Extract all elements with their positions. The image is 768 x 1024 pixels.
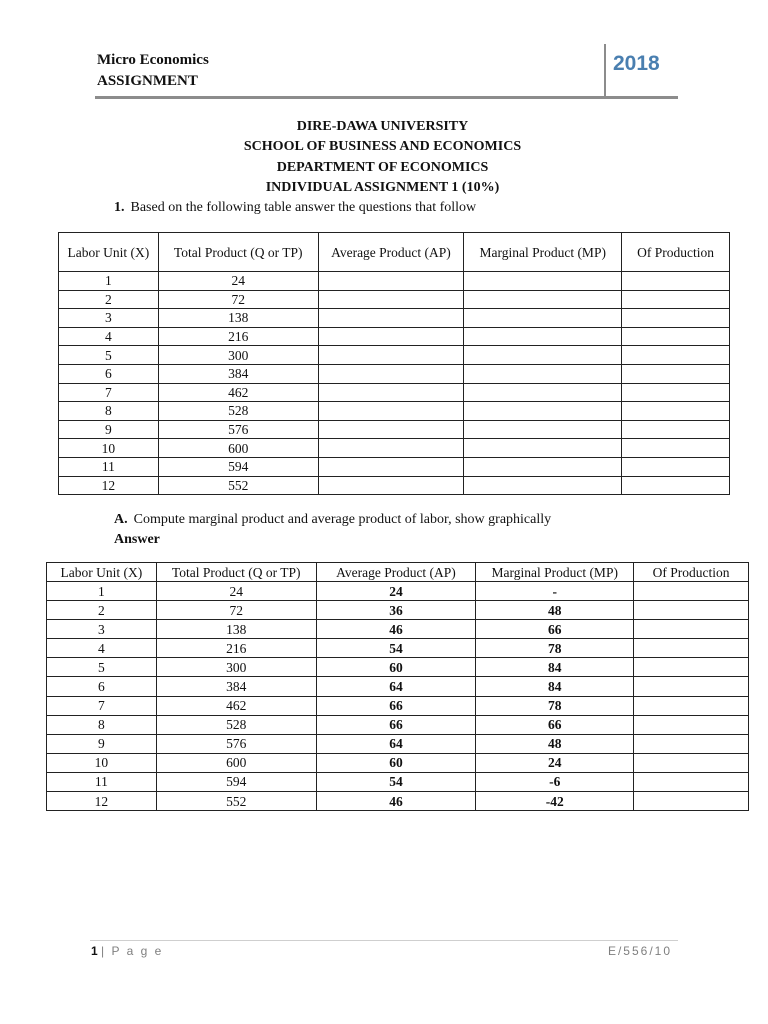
table-cell [634, 753, 749, 772]
question-label: A. [114, 512, 128, 527]
table-cell: 462 [158, 383, 318, 402]
table-cell [622, 327, 730, 346]
title-block [0, 117, 768, 198]
table-row [59, 327, 730, 346]
column-header: Average Product (AP) [318, 233, 464, 272]
table-cell: 54 [316, 639, 476, 658]
table-cell: -42 [476, 792, 634, 811]
table-cell: -6 [476, 772, 634, 791]
table-cell [318, 327, 464, 346]
table-row [59, 290, 730, 309]
table-cell: 4 [59, 327, 159, 346]
table-cell: 10 [59, 439, 159, 458]
table-row [59, 364, 730, 383]
table-cell: 594 [156, 772, 316, 791]
page-number: 1 [91, 944, 98, 958]
table-cell [622, 383, 730, 402]
table-cell [634, 715, 749, 734]
table-row [59, 272, 730, 291]
table-cell [318, 364, 464, 383]
table-row [47, 582, 749, 601]
table-cell: 2 [47, 601, 157, 620]
question-text: Compute marginal product and average product of labor, show graphically [133, 512, 552, 527]
table-cell [634, 601, 749, 620]
production-table-blank [58, 232, 730, 495]
table-cell: 384 [156, 677, 316, 696]
table-cell [464, 457, 622, 476]
column-header: Of Production [622, 233, 730, 272]
answer-label: Answer [114, 532, 160, 547]
course-title: Micro Economics [97, 52, 209, 68]
footer-code: E/556/10 [607, 944, 672, 958]
table-row [47, 620, 749, 639]
table-cell [634, 658, 749, 677]
university-name: DIRE-DAWA UNIVERSITY [296, 119, 469, 134]
table-row [47, 792, 749, 811]
table-cell [622, 457, 730, 476]
table-cell [318, 402, 464, 421]
table-cell [622, 420, 730, 439]
table-cell: 528 [156, 715, 316, 734]
page-label: | P a g e [101, 944, 164, 958]
column-header: Labor Unit (X) [59, 233, 159, 272]
table-cell: 138 [156, 620, 316, 639]
table-cell: 66 [476, 715, 634, 734]
table-cell: 9 [59, 420, 159, 439]
table-cell: 46 [316, 792, 476, 811]
table-cell [464, 476, 622, 495]
column-header: Average Product (AP) [316, 563, 476, 582]
table-cell: 300 [158, 346, 318, 365]
table-row [59, 383, 730, 402]
table-cell: 24 [316, 582, 476, 601]
table-cell: 552 [156, 792, 316, 811]
table-cell: 300 [156, 658, 316, 677]
table-cell: 2 [59, 290, 159, 309]
table-cell: 11 [47, 772, 157, 791]
column-header: Total Product (Q or TP) [158, 233, 318, 272]
table-cell: 1 [47, 582, 157, 601]
table-cell [622, 272, 730, 291]
header-year: 2018 [613, 52, 660, 75]
table-cell: 600 [156, 753, 316, 772]
table-cell: 3 [47, 620, 157, 639]
table-cell: 54 [316, 772, 476, 791]
table-cell: 24 [158, 272, 318, 291]
table-cell: 78 [476, 639, 634, 658]
table-row [47, 601, 749, 620]
table-cell [464, 309, 622, 328]
table-row [47, 639, 749, 658]
table-cell [464, 272, 622, 291]
table-row [47, 753, 749, 772]
table-cell: 9 [47, 734, 157, 753]
table-cell: 36 [316, 601, 476, 620]
header-divider [604, 44, 606, 98]
table-cell [318, 272, 464, 291]
table-cell [622, 402, 730, 421]
table-cell: 84 [476, 658, 634, 677]
table-cell [622, 364, 730, 383]
table-row [47, 715, 749, 734]
table-cell [622, 290, 730, 309]
table-cell: 72 [156, 601, 316, 620]
table-cell [622, 346, 730, 365]
table-cell: 46 [316, 620, 476, 639]
table-cell: 64 [316, 734, 476, 753]
table-cell: 12 [47, 792, 157, 811]
table-cell: 11 [59, 457, 159, 476]
table-row [59, 439, 730, 458]
table-cell [634, 772, 749, 791]
table-cell: 60 [316, 753, 476, 772]
document-type: ASSIGNMENT [97, 73, 198, 89]
table-cell [464, 364, 622, 383]
table-cell: 7 [47, 696, 157, 715]
table-cell [318, 290, 464, 309]
table-cell [634, 582, 749, 601]
table-cell [464, 327, 622, 346]
table-cell: 12 [59, 476, 159, 495]
table-cell: 84 [476, 677, 634, 696]
table-row [47, 734, 749, 753]
table-row [59, 420, 730, 439]
table-cell: 48 [476, 734, 634, 753]
table-cell: 594 [158, 457, 318, 476]
header-rule [95, 96, 678, 99]
table-cell [318, 309, 464, 328]
column-header: Total Product (Q or TP) [156, 563, 316, 582]
school-name: SCHOOL OF BUSINESS AND ECONOMICS [243, 139, 522, 155]
table-cell: 4 [47, 639, 157, 658]
table-cell: 462 [156, 696, 316, 715]
table-cell [622, 476, 730, 495]
question-1 [114, 200, 476, 216]
table-cell [318, 457, 464, 476]
table-cell [318, 476, 464, 495]
table-cell [634, 639, 749, 658]
table-row [47, 772, 749, 791]
table-cell [634, 792, 749, 811]
table-cell: 8 [59, 402, 159, 421]
table-cell [318, 439, 464, 458]
production-table-answer [46, 562, 749, 811]
column-header: Of Production [634, 563, 749, 582]
table-cell [318, 346, 464, 365]
department-name: DEPARTMENT OF ECONOMICS [276, 159, 489, 175]
footer-page [91, 944, 163, 958]
table-cell: 6 [59, 364, 159, 383]
table-row [47, 696, 749, 715]
table-cell: 66 [316, 696, 476, 715]
table-cell [464, 420, 622, 439]
table-row [47, 658, 749, 677]
column-header: Marginal Product (MP) [476, 563, 634, 582]
table-cell: 8 [47, 715, 157, 734]
column-header: Labor Unit (X) [47, 563, 157, 582]
table-cell: 48 [476, 601, 634, 620]
table-cell [634, 696, 749, 715]
table-cell: 5 [47, 658, 157, 677]
table-cell: 1 [59, 272, 159, 291]
table-cell: 10 [47, 753, 157, 772]
table-cell [464, 402, 622, 421]
table-row [59, 402, 730, 421]
table-cell: 528 [158, 402, 318, 421]
table-cell: 216 [158, 327, 318, 346]
table-cell: 66 [476, 620, 634, 639]
table-row [59, 457, 730, 476]
table-cell: 216 [156, 639, 316, 658]
table-header-row [59, 233, 730, 272]
question-text: Based on the following table answer the questions that follow [130, 200, 477, 215]
table-cell [634, 734, 749, 753]
table-row [47, 677, 749, 696]
table-cell: 64 [316, 677, 476, 696]
table-cell [634, 677, 749, 696]
table-cell [464, 439, 622, 458]
table-cell: - [476, 582, 634, 601]
table-cell: 24 [476, 753, 634, 772]
footer-rule [90, 940, 678, 941]
table-cell: 138 [158, 309, 318, 328]
table-cell: 552 [158, 476, 318, 495]
table-cell: 384 [158, 364, 318, 383]
table-cell: 24 [156, 582, 316, 601]
table-cell: 576 [156, 734, 316, 753]
table-cell [464, 346, 622, 365]
table-cell: 78 [476, 696, 634, 715]
table-row [59, 309, 730, 328]
table-cell [634, 620, 749, 639]
table-cell [622, 309, 730, 328]
table-header-row [47, 563, 749, 582]
table-cell: 3 [59, 309, 159, 328]
table-cell [464, 383, 622, 402]
table-cell [318, 383, 464, 402]
table-cell: 5 [59, 346, 159, 365]
assignment-title: INDIVIDUAL ASSIGNMENT 1 (10%) [265, 179, 500, 195]
table-cell: 600 [158, 439, 318, 458]
table-cell: 72 [158, 290, 318, 309]
table-row [59, 476, 730, 495]
column-header: Marginal Product (MP) [464, 233, 622, 272]
document-header [97, 50, 597, 92]
table-row [59, 346, 730, 365]
question-a [114, 512, 551, 528]
table-cell: 6 [47, 677, 157, 696]
table-cell: 66 [316, 715, 476, 734]
table-cell: 576 [158, 420, 318, 439]
table-cell: 60 [316, 658, 476, 677]
table-cell [622, 439, 730, 458]
question-number: 1. [114, 200, 125, 215]
table-cell [318, 420, 464, 439]
table-cell [464, 290, 622, 309]
table-cell: 7 [59, 383, 159, 402]
